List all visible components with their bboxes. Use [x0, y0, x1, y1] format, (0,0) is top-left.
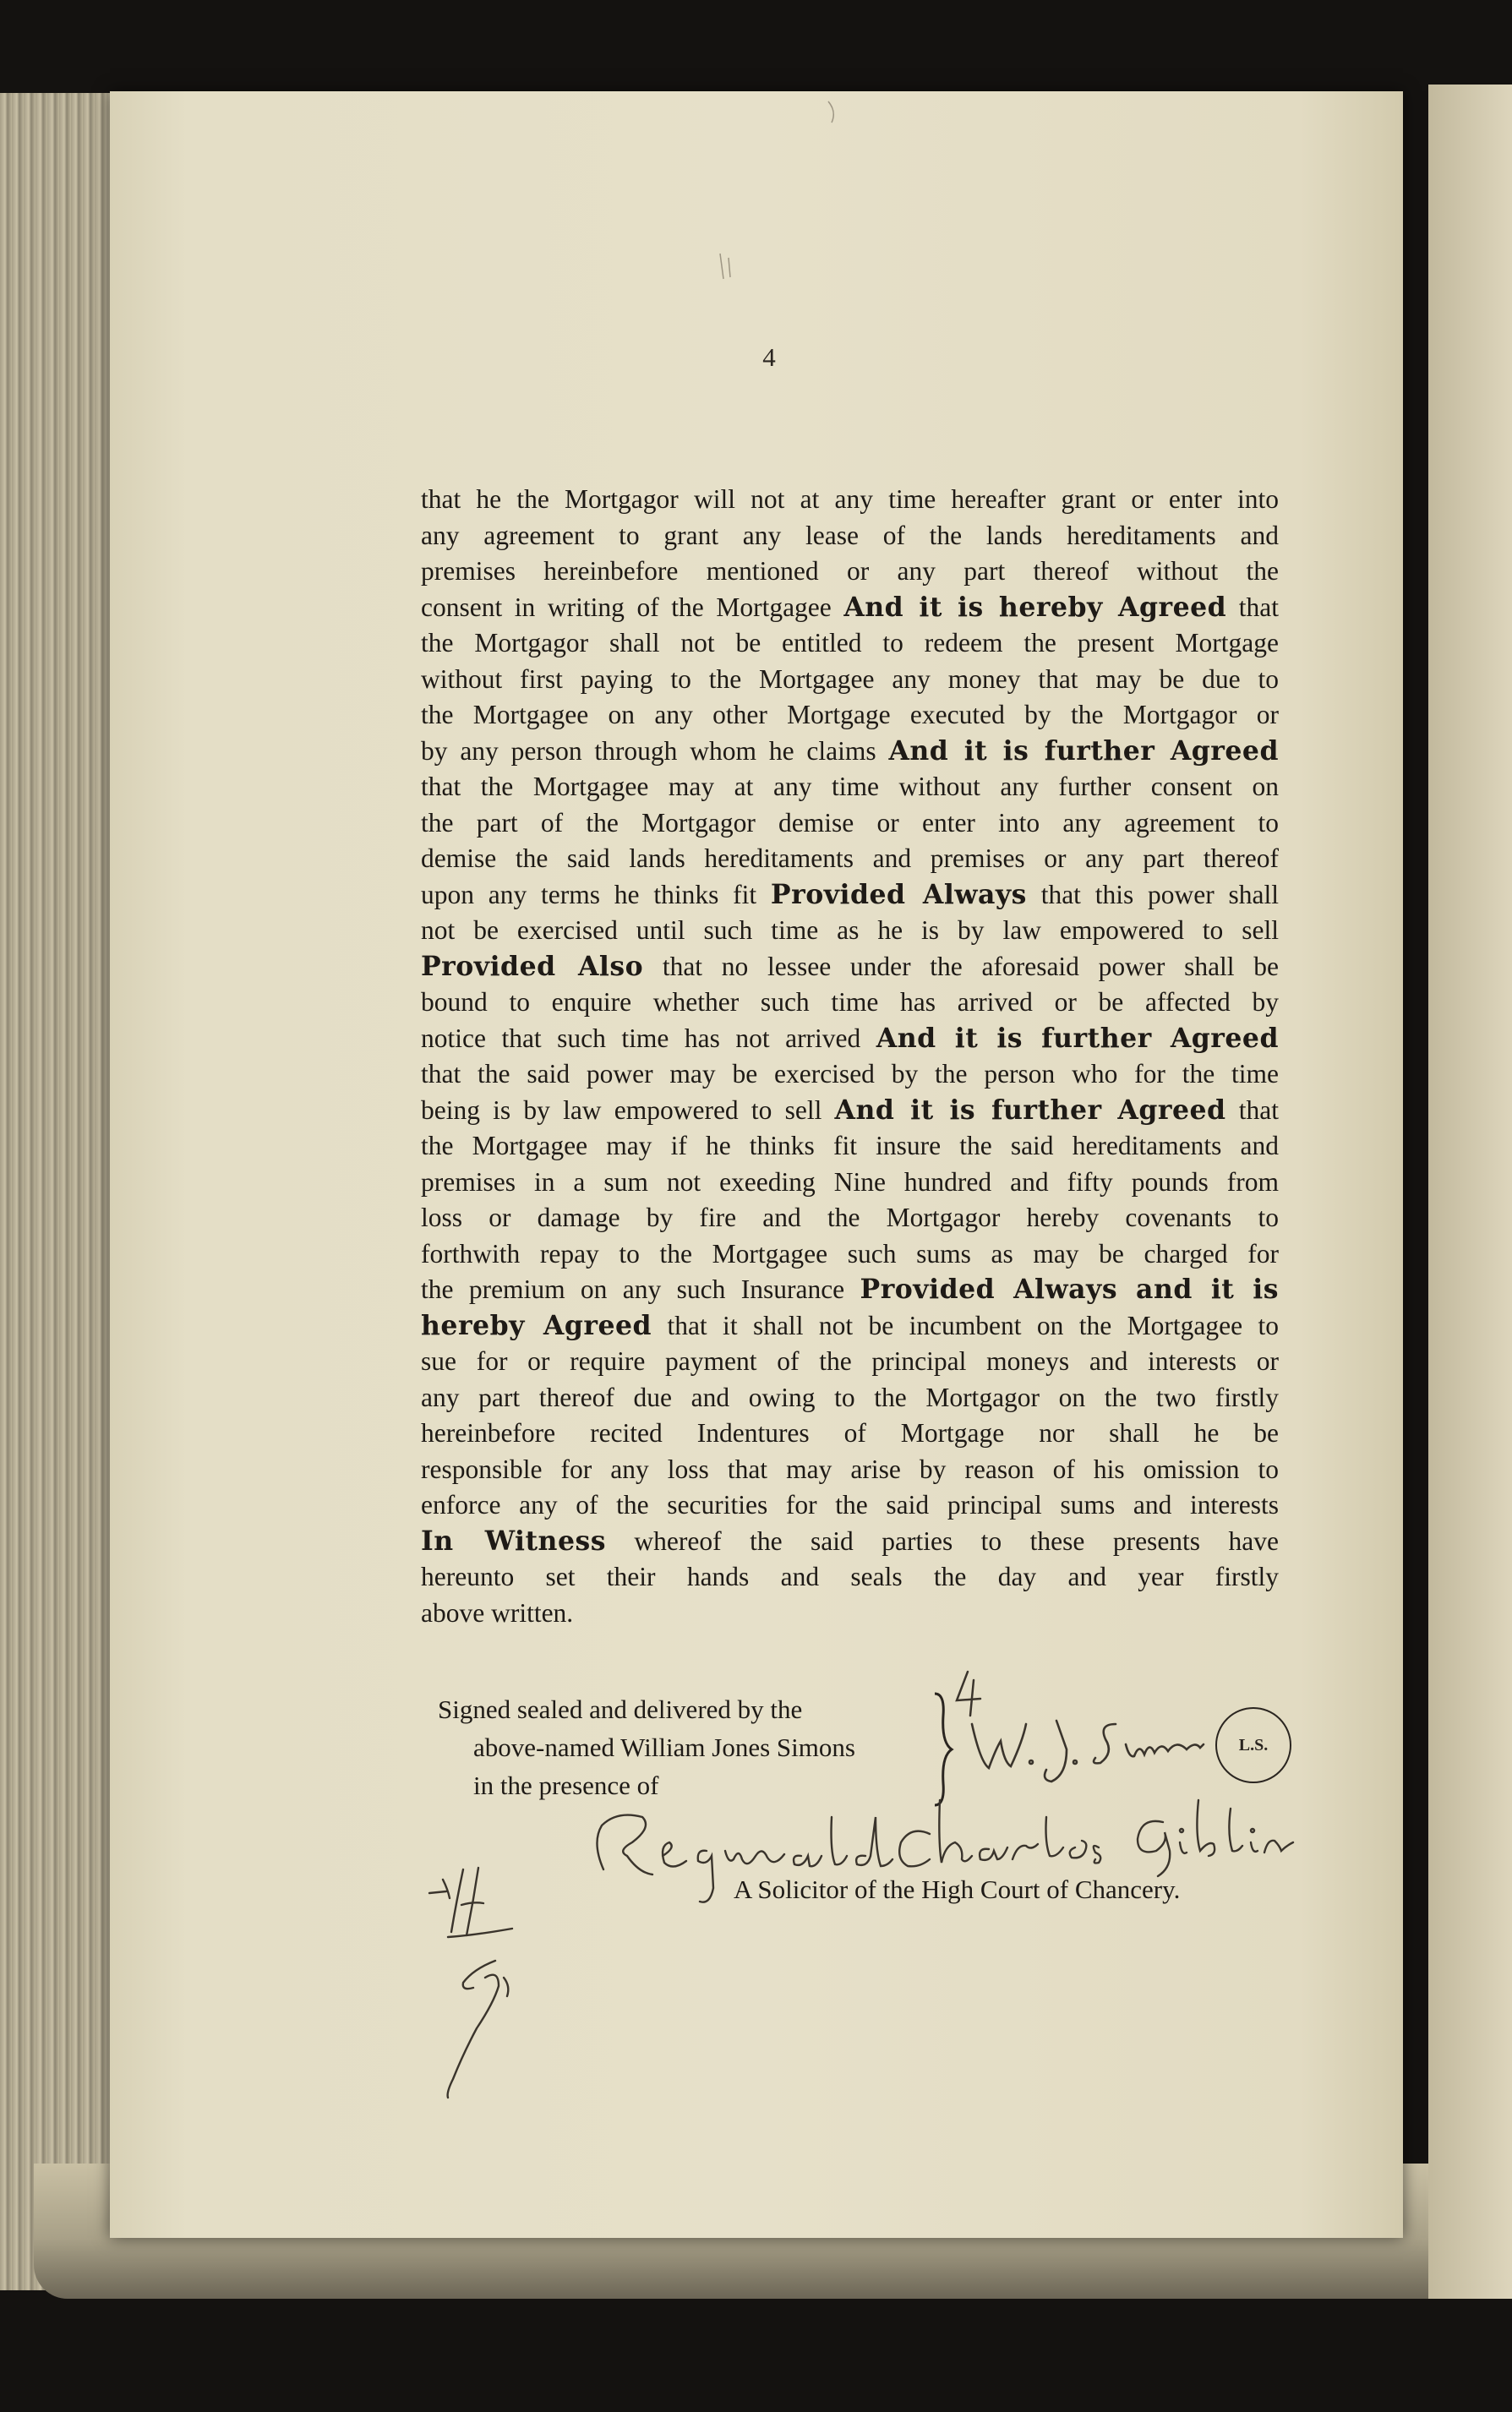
text-segment: that it shall not be incumbent on the Mortgagee to: [652, 1310, 1279, 1340]
text-segment: that this power shall: [1026, 879, 1279, 909]
text-segment: bound to enquire whether such time has arrived or be affected by: [421, 987, 1279, 1017]
text-segment: the Mortgagor shall not be entitled to redeem the present Mortgage: [421, 628, 1279, 658]
text-segment: that: [1225, 1094, 1279, 1125]
text-segment: consent in writing of the Mortgagee: [421, 592, 844, 622]
text-segment: that the said power may be exercised by the person who for the time: [421, 1059, 1279, 1089]
pencil-mark-icon: [720, 101, 833, 279]
text-segment: without first paying to the Mortgagee any money that may be due to: [421, 663, 1279, 694]
blackletter-phrase: In Witness: [421, 1525, 606, 1557]
blackletter-phrase: And it is further Agreed: [888, 734, 1279, 767]
seal-ls: L.S.: [1215, 1707, 1291, 1783]
text-segment: hereunto set their hands and seals the day and year firstly: [421, 1562, 1279, 1591]
blackletter-phrase: hereby Agreed: [421, 1309, 652, 1341]
text-segment: the Mortgagee may if he thinks fit insure the said hereditaments and: [421, 1131, 1279, 1160]
blackletter-phrase: Provided Also: [421, 950, 644, 982]
text-segment: being is by law empowered to sell: [421, 1094, 835, 1125]
blackletter-phrase: And it is further Agreed: [834, 1094, 1226, 1126]
page-number: 4: [762, 342, 776, 372]
blackletter-phrase: Provided Always: [770, 878, 1027, 910]
text-segment: demise the said lands hereditaments and premises or any part thereof: [421, 843, 1279, 873]
attestation-line-1: Signed sealed and delivered by the: [438, 1694, 803, 1724]
text-segment: enforce any of the securities for the said principal sums and interests: [421, 1490, 1279, 1520]
text-segment: premises hereinbefore mentioned or any part thereof without the: [421, 556, 1279, 586]
text-segment: the part of the Mortgagor demise or enter into any agreement to: [421, 807, 1279, 838]
blackletter-phrase: And it is hereby Agreed: [843, 591, 1227, 623]
blackletter-phrase: Provided Always and it is: [860, 1274, 1279, 1305]
attestation-line-3: in the presence of: [473, 1771, 659, 1800]
text-segment: not be exercised until such time as he is by law empowered to sell: [421, 915, 1279, 945]
text-segment: sue for or require payment of the principal moneys and interests or: [421, 1346, 1279, 1376]
text-segment: loss or damage by fire and the Mortgagor hereby covenants to: [421, 1203, 1279, 1232]
margin-initials-icon: [429, 1868, 512, 2098]
witness-title: A Solicitor of the High Court of Chancery.: [734, 1874, 1181, 1904]
text-segment: forthwith repay to the Mortgagee such sums as may be charged for: [421, 1238, 1279, 1269]
text-segment: any part thereof due and owing to the Mortgagor on the two firstly: [421, 1382, 1279, 1412]
text-segment: the Mortgagee on any other Mortgage executed by the Mortgagor or: [421, 700, 1279, 729]
text-segment: the premium on any such Insurance: [421, 1274, 860, 1304]
text-segment: that he the Mortgagor will not at any time hereafter grant or enter into: [421, 484, 1279, 514]
text-segment: any agreement to grant any lease of the lands hereditaments and: [421, 520, 1279, 550]
signature-simons-icon: [972, 1721, 1204, 1782]
text-segment: whereof the said parties to these presents have: [605, 1525, 1279, 1556]
text-segment: notice that such time has not arrived: [421, 1023, 876, 1053]
attestation-line-2: above-named William Jones Simons: [473, 1733, 855, 1762]
blackletter-phrase: And it is further Agreed: [876, 1022, 1279, 1054]
text-segment: responsible for any loss that may arise by reason of his omission to: [421, 1454, 1279, 1484]
text-segment: that the Mortgagee may at any time without any further consent on: [421, 772, 1279, 801]
signature-mark-icon: [957, 1672, 980, 1716]
text-segment: upon any terms he thinks fit: [421, 879, 771, 909]
text-segment: that: [1226, 592, 1279, 622]
text-segment: premises in a sum not exeeding Nine hundred and fifty pounds from: [421, 1166, 1279, 1197]
text-segment: that no lessee under the aforesaid power shall be: [643, 951, 1279, 981]
signature-giblin-icon: [597, 1800, 1293, 1902]
text-segment: by any person through whom he claims: [421, 735, 889, 766]
text-segment: hereinbefore recited Indentures of Mortgage nor shall he be: [421, 1418, 1279, 1448]
text-segment: above written.: [421, 1597, 574, 1628]
